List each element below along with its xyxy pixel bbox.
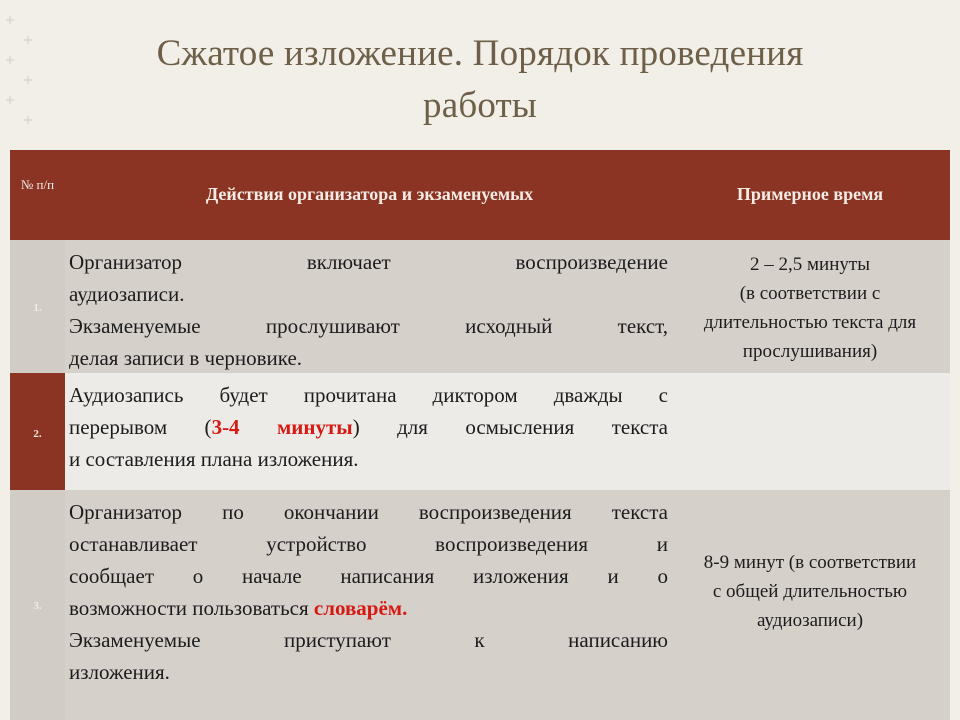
row-number: 2. — [33, 428, 42, 440]
row-number-cell — [10, 373, 65, 490]
highlight-dictionary: словарём. — [313, 596, 408, 620]
row-number: 3. — [33, 600, 42, 612]
page-title — [0, 28, 960, 132]
text-line: Экзаменуемые приступают к написанию — [69, 628, 668, 652]
text-line: делая записи в черновике. — [69, 346, 303, 370]
text-line: Организатор по окончании воспроизведения текста — [69, 500, 668, 524]
row-number-cell — [10, 240, 65, 373]
time-line: прослушивания) — [742, 341, 878, 362]
row-number-cell — [10, 490, 65, 720]
time-line: 2 – 2,5 минуты — [750, 254, 870, 275]
text-line: и составления плана изложения. — [69, 447, 359, 471]
table-header-row — [10, 150, 950, 240]
table-row — [10, 373, 950, 490]
row-number: 1. — [33, 302, 42, 314]
text-fragment: возможности пользоваться — [69, 596, 314, 620]
procedure-table — [10, 150, 950, 720]
text-fragment: перерывом ( — [69, 415, 212, 439]
title-line-2: работы — [423, 85, 537, 126]
time-line: с общей длительностью — [712, 581, 908, 602]
time-line: 8-9 минут (в соответствии — [703, 552, 917, 573]
header-actions: Действия организатора и экзаменуемых — [205, 184, 534, 204]
time-cell — [670, 490, 950, 720]
actions-text — [69, 496, 670, 688]
header-time: Примерное время — [736, 184, 884, 204]
title-line-1: Сжатое изложение. Порядок проведения — [156, 33, 804, 74]
text-line: Аудиозапись будет прочитана диктором дважды с — [69, 383, 668, 407]
time-line: длительностью текста для — [703, 312, 917, 333]
text-line — [69, 411, 668, 443]
text-line: останавливает устройство воспроизведения и — [69, 532, 668, 556]
text-line: сообщает о начале написания изложения и о — [69, 564, 668, 588]
time-cell — [670, 373, 950, 490]
text-line: Экзаменуемые прослушивают исходный текст, — [69, 314, 668, 338]
text-line: изложения. — [69, 660, 170, 684]
actions-text — [69, 379, 670, 475]
text-line: Организатор включает воспроизведение — [69, 250, 668, 274]
table-row — [10, 240, 950, 373]
text-fragment: ) для осмысления текста — [352, 415, 668, 439]
text-line — [69, 592, 668, 624]
time-line: (в соответствии с — [739, 283, 881, 304]
header-num: № п/п — [20, 177, 55, 192]
actions-cell — [65, 240, 670, 373]
time-cell — [670, 240, 950, 373]
actions-text — [69, 246, 670, 374]
actions-cell — [65, 490, 670, 720]
table-row — [10, 490, 950, 720]
highlight-duration: 3-4 минуты — [211, 415, 353, 439]
text-line: аудиозаписи. — [69, 282, 185, 306]
time-line: аудиозаписи) — [756, 610, 864, 631]
actions-cell — [65, 373, 670, 490]
